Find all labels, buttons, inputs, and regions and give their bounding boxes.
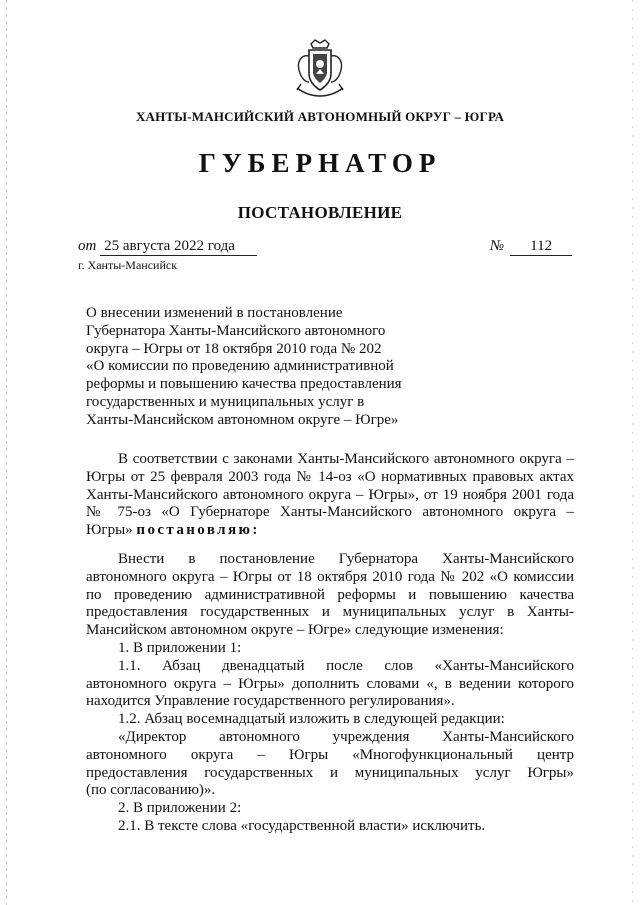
scan-edge-right: [632, 0, 633, 905]
preamble-paragraph: [86, 451, 574, 540]
body-line: по проведению административной реформы и повышению качества: [86, 586, 574, 603]
body-line: предоставления государственных и муниципальных услуг в Ханты-: [86, 604, 574, 621]
number-value: 112: [510, 238, 572, 256]
title-line: О внесении изменений в постановление: [86, 305, 343, 321]
body-line: автономного округа – Югры от 18 октября 2010 года № 202 «О комиссии: [86, 568, 574, 585]
body-line: Внести в постановление Губернатора Ханты-Мансийского: [118, 551, 574, 567]
body-line: находится Управление государственного регулирования».: [86, 693, 455, 710]
preamble-line: № 75-оз «О Губернаторе Ханты-Мансийского автономного округа –: [86, 504, 574, 521]
body-line: предоставления государственных и муниципальных услуг Югры»: [86, 764, 574, 781]
title-line: округа – Югры от 18 октября 2010 года № 202: [86, 340, 382, 357]
body-line: 2. В приложении 2:: [118, 800, 242, 817]
resolve-word: постановляю:: [136, 522, 260, 539]
coat-of-arms-emblem: [291, 38, 349, 100]
issue-city: г. Ханты-Мансийск: [78, 258, 178, 272]
date-prefix: от: [78, 238, 97, 254]
title-line: реформы и повышению качества предоставления: [86, 376, 402, 393]
title-line: Губернатора Ханты-Мансийского автономного: [86, 322, 386, 339]
preamble-last-line: [86, 522, 574, 540]
document-type: ПОСТАНОВЛЕНИЕ: [237, 203, 403, 222]
body-line: 1. В приложении 1:: [118, 639, 242, 656]
governor-heading: ГУБЕРНАТОР: [198, 148, 442, 178]
body-line: (по согласованию)».: [86, 782, 216, 799]
number-sign: №: [490, 238, 505, 254]
title-line: государственных и муниципальных услуг в: [86, 393, 365, 410]
preamble-line: Ханты-Мансийского автономного округа – Югры», от 19 ноября 2001 года: [86, 486, 574, 503]
title-line: Ханты-Мансийском автономном округе – Югре»: [86, 411, 399, 428]
region-name: ХАНТЫ-МАНСИЙСКИЙ АВТОНОМНЫЙ ОКРУГ – ЮГРА: [135, 109, 505, 124]
body-line: автономного округа – Югры» дополнить словами «, в ведении которого: [86, 675, 574, 692]
body-line: «Директор автономного учреждения Ханты-Мансийского: [118, 728, 574, 745]
title-line: «О комиссии по проведению административной: [86, 358, 394, 375]
preamble-line: В соответствии с законами Ханты-Мансийского автономного округа –: [118, 451, 574, 467]
document-number: [490, 238, 572, 256]
body-line: Мансийском автономном округе – Югре» следующие изменения:: [86, 622, 504, 639]
body-line: автономного округа – Югры «Многофункциональный центр: [86, 746, 574, 763]
document-title: [86, 305, 426, 430]
body-line: 1.2. Абзац восемнадцатый изложить в следующей редакции:: [118, 711, 505, 728]
document-date: [78, 238, 257, 256]
body-line: 2.1. В тексте слова «государственной власти» исключить.: [118, 817, 486, 834]
preamble-line: Югры от 25 февраля 2003 года № 14-оз «О нормативных правовых актах: [86, 468, 574, 485]
decree-body: [86, 551, 574, 836]
preamble-tail: Югры»: [86, 522, 133, 539]
body-line: 1.1. Абзац двенадцатый после слов «Ханты-Мансийского: [118, 657, 574, 674]
date-value: 25 августа 2022 года: [100, 238, 257, 256]
scan-edge-left: [6, 0, 7, 905]
